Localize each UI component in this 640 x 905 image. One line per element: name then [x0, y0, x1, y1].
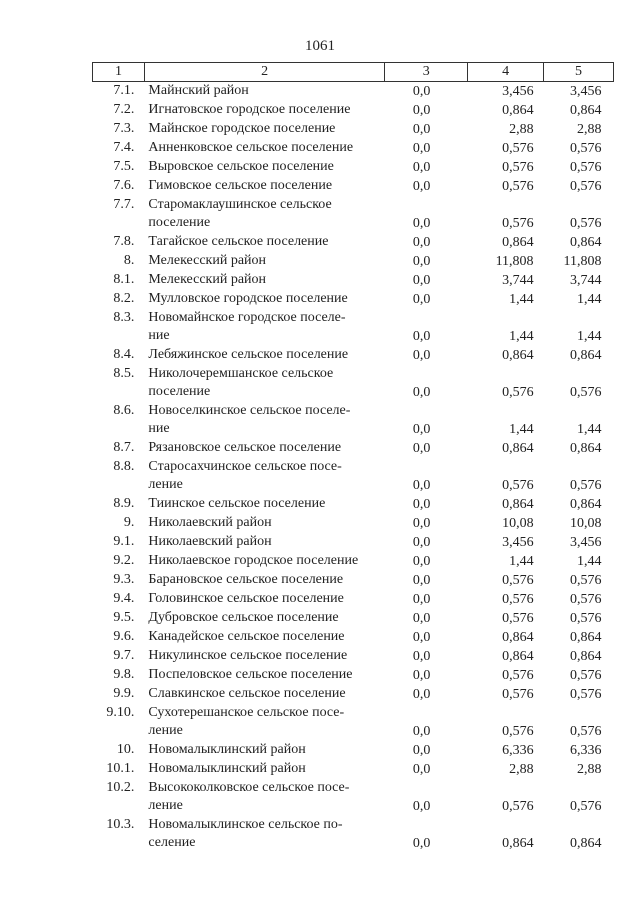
- value-col-3: 0,0: [412, 724, 431, 739]
- row-name-line: Дубровское сельское поселение: [148, 610, 339, 625]
- table-body: [93, 82, 614, 854]
- row-name: [144, 120, 384, 139]
- table-row: [93, 666, 614, 685]
- table-row: [93, 647, 614, 666]
- row-name-line: Николаевское городское поселение: [148, 553, 359, 568]
- row-name-line: Рязановское сельское поселение: [148, 440, 342, 455]
- value-col-4: 0,576: [502, 141, 534, 156]
- row-name-line: Тагайское сельское поселение: [148, 234, 329, 249]
- row-number: 10.3.: [106, 817, 135, 832]
- header-col-3: 3: [385, 63, 468, 82]
- row-name-line: ление: [148, 723, 183, 738]
- table-row: [93, 495, 614, 514]
- row-number: 9.6.: [113, 629, 135, 644]
- row-name-line: Майнское городское поселение: [148, 121, 336, 136]
- table-row: [93, 628, 614, 647]
- table-header: [93, 63, 614, 82]
- table-row: [93, 120, 614, 139]
- value-col-4: 0,864: [502, 348, 534, 363]
- row-name: [144, 158, 384, 177]
- table-row: [93, 685, 614, 704]
- value-col-4: 0,864: [502, 649, 534, 664]
- row-number: 7.4.: [113, 140, 135, 155]
- row-name: [144, 590, 384, 609]
- value-col-4: 0,576: [502, 611, 534, 626]
- value-col-3: 0,0: [412, 687, 431, 702]
- row-name: [144, 666, 384, 685]
- value-col-5: 0,864: [570, 649, 602, 664]
- row-name-line: Сухотерешанское сельское посе-: [148, 705, 345, 720]
- row-name-line: Игнатовское городское поселение: [148, 102, 351, 117]
- row-name-line: Тиинское сельское поселение: [148, 496, 326, 511]
- table-row: [93, 196, 614, 233]
- row-name-line: ние: [148, 328, 170, 343]
- value-col-3: 0,0: [412, 649, 431, 664]
- table-row: [93, 458, 614, 495]
- value-col-5: 2,88: [577, 762, 602, 777]
- value-col-3: 0,0: [412, 84, 431, 99]
- table-row: [93, 439, 614, 458]
- row-number: 8.3.: [113, 310, 135, 325]
- value-col-4: 0,576: [502, 179, 534, 194]
- table-row: [93, 704, 614, 741]
- row-number: 9.9.: [113, 686, 135, 701]
- value-col-3: 0,0: [412, 141, 431, 156]
- row-number: 7.7.: [113, 197, 135, 212]
- row-name-line: Барановское сельское поселение: [148, 572, 344, 587]
- row-name-line: Новомалыклинский район: [148, 742, 306, 757]
- value-col-5: 0,864: [570, 441, 602, 456]
- value-col-5: 0,576: [570, 216, 602, 231]
- row-number: 9.4.: [113, 591, 135, 606]
- row-name: [144, 609, 384, 628]
- table-row: [93, 177, 614, 196]
- value-col-4: 0,576: [502, 478, 534, 493]
- value-col-4: 0,864: [502, 441, 534, 456]
- value-col-3: 0,0: [412, 799, 431, 814]
- value-col-5: 0,576: [570, 141, 602, 156]
- value-col-5: 0,576: [570, 611, 602, 626]
- value-col-4: 1,44: [509, 292, 534, 307]
- row-name: [144, 82, 384, 102]
- row-name: [144, 779, 384, 816]
- value-col-4: 0,576: [502, 385, 534, 400]
- table-row: [93, 609, 614, 628]
- row-number: 8.7.: [113, 440, 135, 455]
- row-name-line: Новомайнское городское поселе-: [148, 310, 346, 325]
- value-col-3: 0,0: [412, 254, 431, 269]
- table-row: [93, 779, 614, 816]
- row-name: [144, 552, 384, 571]
- value-col-3: 0,0: [412, 516, 431, 531]
- row-name: [144, 309, 384, 346]
- row-name: [144, 458, 384, 495]
- value-col-4: 2,88: [509, 122, 534, 137]
- header-col-2: 2: [144, 63, 384, 82]
- value-col-5: 3,456: [570, 84, 602, 99]
- row-number: 9.7.: [113, 648, 135, 663]
- value-col-4: 6,336: [502, 743, 534, 758]
- value-col-4: 0,864: [502, 836, 534, 851]
- row-number: 7.8.: [113, 234, 135, 249]
- row-name-line: Новомалыклинское сельское по-: [148, 817, 343, 832]
- row-number: 8.1.: [113, 272, 135, 287]
- value-col-3: 0,0: [412, 103, 431, 118]
- row-name: [144, 647, 384, 666]
- row-number: 9.8.: [113, 667, 135, 682]
- row-number: 7.3.: [113, 121, 135, 136]
- row-number: 7.6.: [113, 178, 135, 193]
- value-col-3: 0,0: [412, 348, 431, 363]
- row-name: [144, 290, 384, 309]
- row-name: [144, 571, 384, 590]
- value-col-4: 3,456: [502, 535, 534, 550]
- row-name-line: Николаевский район: [148, 534, 272, 549]
- value-col-4: 0,576: [502, 573, 534, 588]
- value-col-5: 10,08: [570, 516, 602, 531]
- value-col-3: 0,0: [412, 836, 431, 851]
- value-col-4: 3,744: [502, 273, 534, 288]
- value-col-3: 0,0: [412, 160, 431, 175]
- page-number: 1061: [305, 38, 335, 54]
- table-row: [93, 82, 614, 102]
- value-col-4: 1,44: [509, 554, 534, 569]
- table-row: [93, 552, 614, 571]
- row-name-line: Мелекесский район: [148, 253, 267, 268]
- table-row: [93, 158, 614, 177]
- row-number: 9.1.: [113, 534, 135, 549]
- row-name-line: Выровское сельское поселение: [148, 159, 334, 174]
- value-col-5: 2,88: [577, 122, 602, 137]
- row-number: 8.4.: [113, 347, 135, 362]
- value-col-4: 0,864: [502, 103, 534, 118]
- value-col-3: 0,0: [412, 573, 431, 588]
- value-col-3: 0,0: [412, 422, 431, 437]
- row-name-line: Головинское сельское поселение: [148, 591, 344, 606]
- value-col-4: 0,864: [502, 235, 534, 250]
- row-name-line: Славкинское сельское поселение: [148, 686, 346, 701]
- row-name-line: поселение: [148, 384, 211, 399]
- row-name-line: ление: [148, 798, 183, 813]
- value-col-5: 11,808: [563, 254, 602, 269]
- row-name: [144, 196, 384, 233]
- value-col-4: 0,864: [502, 497, 534, 512]
- value-col-3: 0,0: [412, 592, 431, 607]
- row-name: [144, 402, 384, 439]
- value-col-4: 0,576: [502, 216, 534, 231]
- value-col-4: 0,576: [502, 799, 534, 814]
- value-col-3: 0,0: [412, 762, 431, 777]
- row-name-line: Старомаклаушинское сельское: [148, 197, 332, 212]
- value-col-5: 1,44: [577, 292, 602, 307]
- table-row: [93, 252, 614, 271]
- value-col-5: 0,864: [570, 630, 602, 645]
- table-row: [93, 101, 614, 120]
- header-col-5: 5: [544, 63, 614, 82]
- row-number: 9.5.: [113, 610, 135, 625]
- row-name: [144, 252, 384, 271]
- row-number: 7.5.: [113, 159, 135, 174]
- value-col-5: 3,456: [570, 535, 602, 550]
- value-col-5: 3,744: [570, 273, 602, 288]
- row-name-line: Поспеловское сельское поселение: [148, 667, 353, 682]
- row-name: [144, 685, 384, 704]
- row-number: 9.3.: [113, 572, 135, 587]
- value-col-3: 0,0: [412, 235, 431, 250]
- row-number: 8.8.: [113, 459, 135, 474]
- row-number: 8.6.: [113, 403, 135, 418]
- row-number: 9.2.: [113, 553, 135, 568]
- header-col-1: 1: [93, 63, 145, 82]
- value-col-3: 0,0: [412, 554, 431, 569]
- table-row: [93, 309, 614, 346]
- value-col-3: 0,0: [412, 478, 431, 493]
- value-col-3: 0,0: [412, 329, 431, 344]
- table-row: [93, 571, 614, 590]
- table-row: [93, 271, 614, 290]
- row-name: [144, 177, 384, 196]
- header-col-4: 4: [468, 63, 544, 82]
- row-name-line: Старосахчинское сельское посе-: [148, 459, 342, 474]
- row-name-line: ление: [148, 477, 183, 492]
- row-name-line: Лебяжинское сельское поселение: [148, 347, 349, 362]
- value-col-5: 6,336: [570, 743, 602, 758]
- table-row: [93, 514, 614, 533]
- value-col-5: 0,576: [570, 592, 602, 607]
- value-col-5: 1,44: [577, 422, 602, 437]
- value-col-5: 0,576: [570, 478, 602, 493]
- value-col-4: 0,576: [502, 687, 534, 702]
- row-number: 9.: [123, 515, 135, 530]
- row-number: 8.9.: [113, 496, 135, 511]
- row-number: 10.: [116, 742, 135, 757]
- row-name-line: Николаевский район: [148, 515, 272, 530]
- row-number: 8.: [123, 253, 135, 268]
- value-col-3: 0,0: [412, 179, 431, 194]
- row-name-line: селение: [148, 835, 196, 850]
- row-name-line: Анненковское сельское поселение: [148, 140, 354, 155]
- value-col-3: 0,0: [412, 535, 431, 550]
- value-col-5: 0,576: [570, 724, 602, 739]
- value-col-5: 0,864: [570, 235, 602, 250]
- value-col-5: 1,44: [577, 329, 602, 344]
- table-row: [93, 741, 614, 760]
- table-row: [93, 233, 614, 252]
- row-number: 8.5.: [113, 366, 135, 381]
- row-name-line: Канадейское сельское поселение: [148, 629, 345, 644]
- header-row: [93, 63, 614, 82]
- row-name-line: поселение: [148, 215, 211, 230]
- value-col-5: 0,576: [570, 668, 602, 683]
- value-col-5: 0,576: [570, 687, 602, 702]
- table-row: [93, 402, 614, 439]
- row-name: [144, 365, 384, 402]
- value-col-4: 2,88: [509, 762, 534, 777]
- row-name-line: Высококолковское сельское посе-: [148, 780, 350, 795]
- value-col-3: 0,0: [412, 273, 431, 288]
- value-col-4: 0,864: [502, 630, 534, 645]
- value-col-4: 0,576: [502, 724, 534, 739]
- row-name-line: Никулинское сельское поселение: [148, 648, 348, 663]
- row-name-line: Гимовское сельское поселение: [148, 178, 333, 193]
- table-row: [93, 816, 614, 853]
- row-number: 10.1.: [106, 761, 135, 776]
- row-name-line: Мулловское городское поселение: [148, 291, 348, 306]
- row-name-line: Мелекесский район: [148, 272, 267, 287]
- row-name: [144, 704, 384, 741]
- value-col-3: 0,0: [412, 216, 431, 231]
- value-col-4: 1,44: [509, 329, 534, 344]
- value-col-3: 0,0: [412, 385, 431, 400]
- row-name: [144, 495, 384, 514]
- row-name-line: Николочеремшанское сельское: [148, 366, 334, 381]
- value-col-5: 0,576: [570, 179, 602, 194]
- row-name: [144, 514, 384, 533]
- row-number: 8.2.: [113, 291, 135, 306]
- row-name-line: Майнский район: [148, 83, 249, 98]
- value-col-4: 3,456: [502, 84, 534, 99]
- value-col-5: 0,864: [570, 497, 602, 512]
- row-name: [144, 741, 384, 760]
- value-col-3: 0,0: [412, 668, 431, 683]
- row-name: [144, 101, 384, 120]
- value-col-4: 1,44: [509, 422, 534, 437]
- table-row: [93, 365, 614, 402]
- row-name: [144, 346, 384, 365]
- value-col-4: 10,08: [502, 516, 534, 531]
- table-row: [93, 760, 614, 779]
- value-col-4: 0,576: [502, 160, 534, 175]
- value-col-5: 0,864: [570, 103, 602, 118]
- row-number: 7.2.: [113, 102, 135, 117]
- value-col-3: 0,0: [412, 441, 431, 456]
- value-col-3: 0,0: [412, 630, 431, 645]
- row-name: [144, 628, 384, 647]
- row-number: 7.1.: [113, 83, 135, 98]
- row-name: [144, 816, 384, 853]
- row-name: [144, 439, 384, 458]
- data-table: [92, 62, 614, 853]
- value-col-3: 0,0: [412, 292, 431, 307]
- row-name: [144, 271, 384, 290]
- row-name: [144, 233, 384, 252]
- row-name: [144, 139, 384, 158]
- value-col-5: 0,864: [570, 348, 602, 363]
- table-row: [93, 346, 614, 365]
- table-row: [93, 290, 614, 309]
- table-row: [93, 533, 614, 552]
- row-name: [144, 760, 384, 779]
- row-name: [144, 533, 384, 552]
- value-col-4: 0,576: [502, 668, 534, 683]
- value-col-3: 0,0: [412, 497, 431, 512]
- row-number: 10.2.: [106, 780, 135, 795]
- value-col-3: 0,0: [412, 122, 431, 137]
- row-name-line: Новомалыклинский район: [148, 761, 306, 776]
- row-name-line: ние: [148, 421, 170, 436]
- value-col-3: 0,0: [412, 611, 431, 626]
- value-col-5: 0,864: [570, 836, 602, 851]
- value-col-5: 0,576: [570, 799, 602, 814]
- table-row: [93, 590, 614, 609]
- value-col-3: 0,0: [412, 743, 431, 758]
- value-col-4: 11,808: [495, 254, 534, 269]
- value-col-5: 1,44: [577, 554, 602, 569]
- row-number: 9.10.: [106, 705, 135, 720]
- value-col-4: 0,576: [502, 592, 534, 607]
- value-col-5: 0,576: [570, 160, 602, 175]
- value-col-5: 0,576: [570, 573, 602, 588]
- table-row: [93, 139, 614, 158]
- value-col-5: 0,576: [570, 385, 602, 400]
- row-name-line: Новоселкинское сельское поселе-: [148, 403, 351, 418]
